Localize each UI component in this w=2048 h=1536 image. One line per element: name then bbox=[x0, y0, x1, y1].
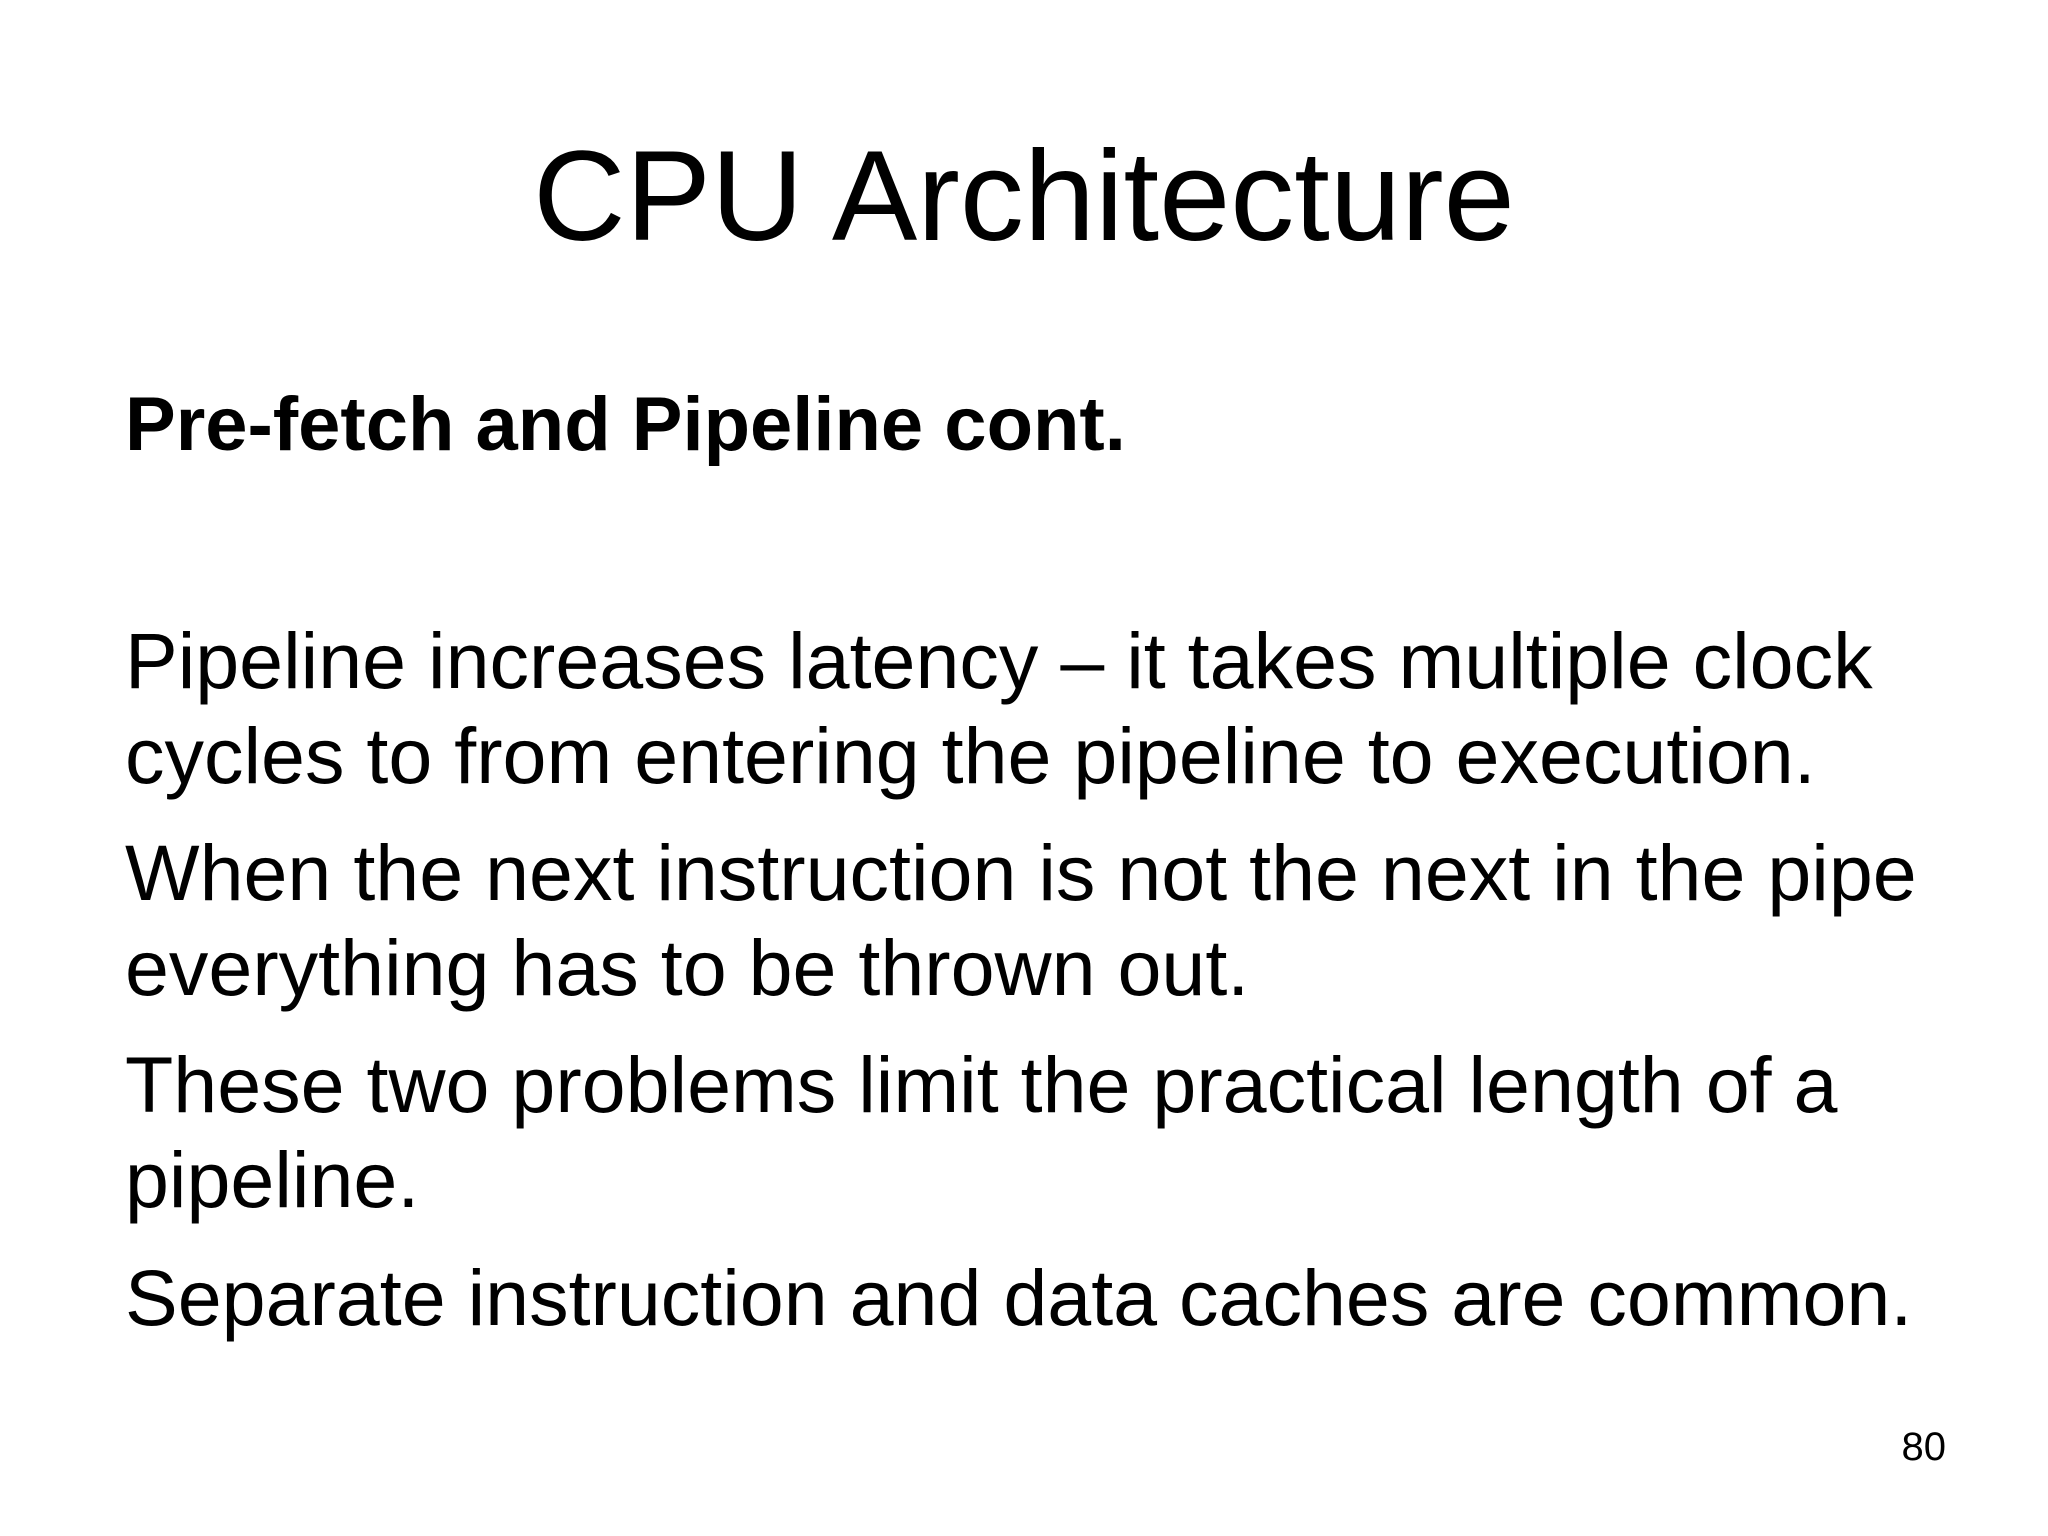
body-paragraph: These two problems limit the practical length of a pipeline. bbox=[125, 1040, 1838, 1224]
page-number: 80 bbox=[1901, 1425, 1946, 1469]
slide-subheading: Pre-fetch and Pipeline cont. bbox=[125, 382, 1126, 467]
body-paragraph: Pipeline increases latency – it takes multiple clock cycles to from entering the pipeline to execution. bbox=[125, 616, 1873, 800]
slide-title: CPU Architecture bbox=[533, 125, 1515, 268]
body-paragraph: When the next instruction is not the next in the pipe everything has to be thrown out. bbox=[125, 828, 1917, 1012]
body-paragraph: Separate instruction and data caches are common. bbox=[125, 1253, 1913, 1342]
